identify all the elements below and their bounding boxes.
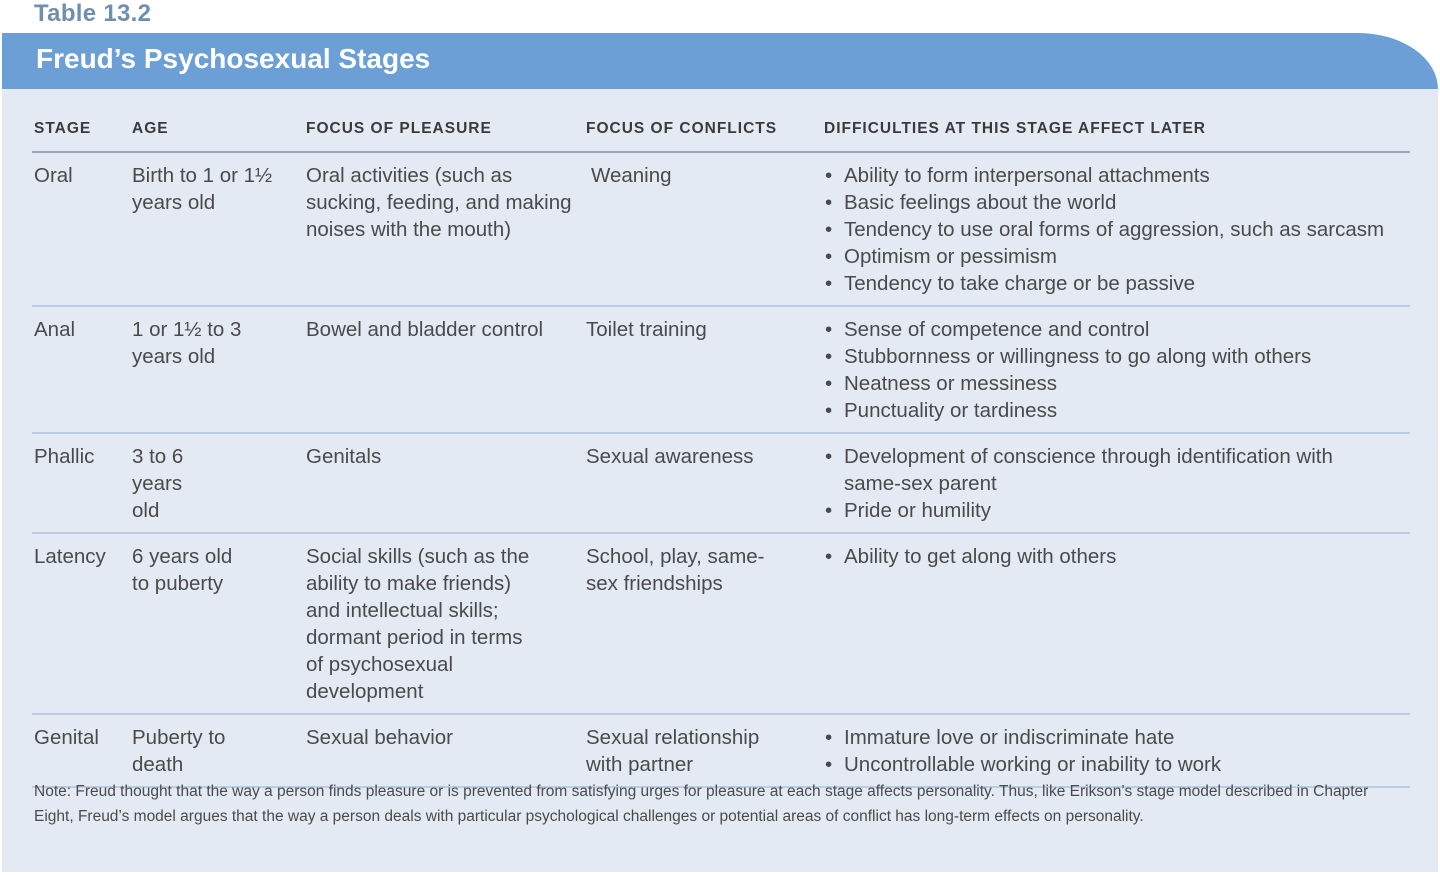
cell-age: 6 years old to puberty [130,533,304,714]
list-item: • Optimism or pessimism [844,243,1404,270]
difficulties-list [824,543,1404,570]
cell-pleasure: Genitals [304,433,584,533]
difficulties-list [824,162,1404,297]
cell-conflicts: Sexual relationship with partner [584,714,822,787]
list-item: • Tendency to use oral forms of aggression, such as sarcasm [844,216,1404,243]
list-item: • Ability to form interpersonal attachments [844,162,1404,189]
cell-difficulties [822,714,1410,787]
table-row [32,306,1410,433]
cell-stage: Anal [32,306,130,433]
list-item: • Punctuality or tardiness [844,397,1404,424]
table-label: Table 13.2 [34,0,152,27]
header-difficulties: DIFFICULTIES AT THIS STAGE AFFECT LATER [822,111,1410,152]
list-item: • Uncontrollable working or inability to work [844,751,1404,778]
table-title: Freud’s Psychosexual Stages [36,43,431,74]
cell-conflicts: School, play, same-sex friendships [584,533,822,714]
cell-pleasure: Sexual behavior [304,714,584,787]
cell-age: Birth to 1 or 1½ years old [130,152,304,306]
cell-difficulties [822,306,1410,433]
cell-pleasure: Oral activities (such as sucking, feeding, and making noises with the mouth) [304,152,584,306]
table-row [32,433,1410,533]
list-item: • Neatness or messiness [844,370,1404,397]
list-item: • Tendency to take charge or be passive [844,270,1404,297]
cell-conflicts: Toilet training [584,306,822,433]
list-item: • Sense of competence and control [844,316,1404,343]
cell-pleasure: Bowel and bladder control [304,306,584,433]
difficulties-list [824,316,1404,424]
list-item: • Pride or humility [844,497,1404,524]
header-row [32,111,1410,152]
difficulties-list [824,724,1404,778]
cell-stage: Genital [32,714,130,787]
cell-age: 1 or 1½ to 3 years old [130,306,304,433]
title-bar [2,33,1438,89]
cell-age: Puberty to death [130,714,304,787]
cell-conflicts: Weaning [584,152,822,306]
difficulties-list [824,443,1404,524]
cell-conflicts: Sexual awareness [584,433,822,533]
header-age: AGE [130,111,304,152]
cell-stage: Latency [32,533,130,714]
header-conflicts: FOCUS OF CONFLICTS [584,111,822,152]
table-row [32,714,1410,787]
cell-difficulties [822,152,1410,306]
header-pleasure: FOCUS OF PLEASURE [304,111,584,152]
stages-table [32,111,1410,788]
cell-pleasure: Social skills (such as the ability to make friends) and intellectual skills; dormant period in terms of psychosexual development [304,533,584,714]
cell-difficulties [822,433,1410,533]
table-row [32,533,1410,714]
cell-age: 3 to 6 years old [130,433,304,533]
cell-difficulties [822,533,1410,714]
table-panel [2,89,1438,872]
table-note: Note: Freud thought that the way a person finds pleasure or is prevented from satisfying urges for pleasure at each stage affects personality. Thus, like Erikson’s stage model described in Chapter Eight, Freud’s model argues that the way a person deals with particular psychological challenges or potential areas of conflict has long-term effects on personality. [34,783,1369,825]
list-item: • Basic feelings about the world [844,189,1404,216]
list-item: • Development of conscience through identification with same-sex parent [844,443,1404,497]
list-item: • Immature love or indiscriminate hate [844,724,1404,751]
list-item: • Stubbornness or willingness to go along with others [844,343,1404,370]
list-item: • Ability to get along with others [844,543,1404,570]
header-stage: STAGE [32,111,130,152]
cell-stage: Phallic [32,433,130,533]
cell-stage: Oral [32,152,130,306]
table-row [32,152,1410,306]
